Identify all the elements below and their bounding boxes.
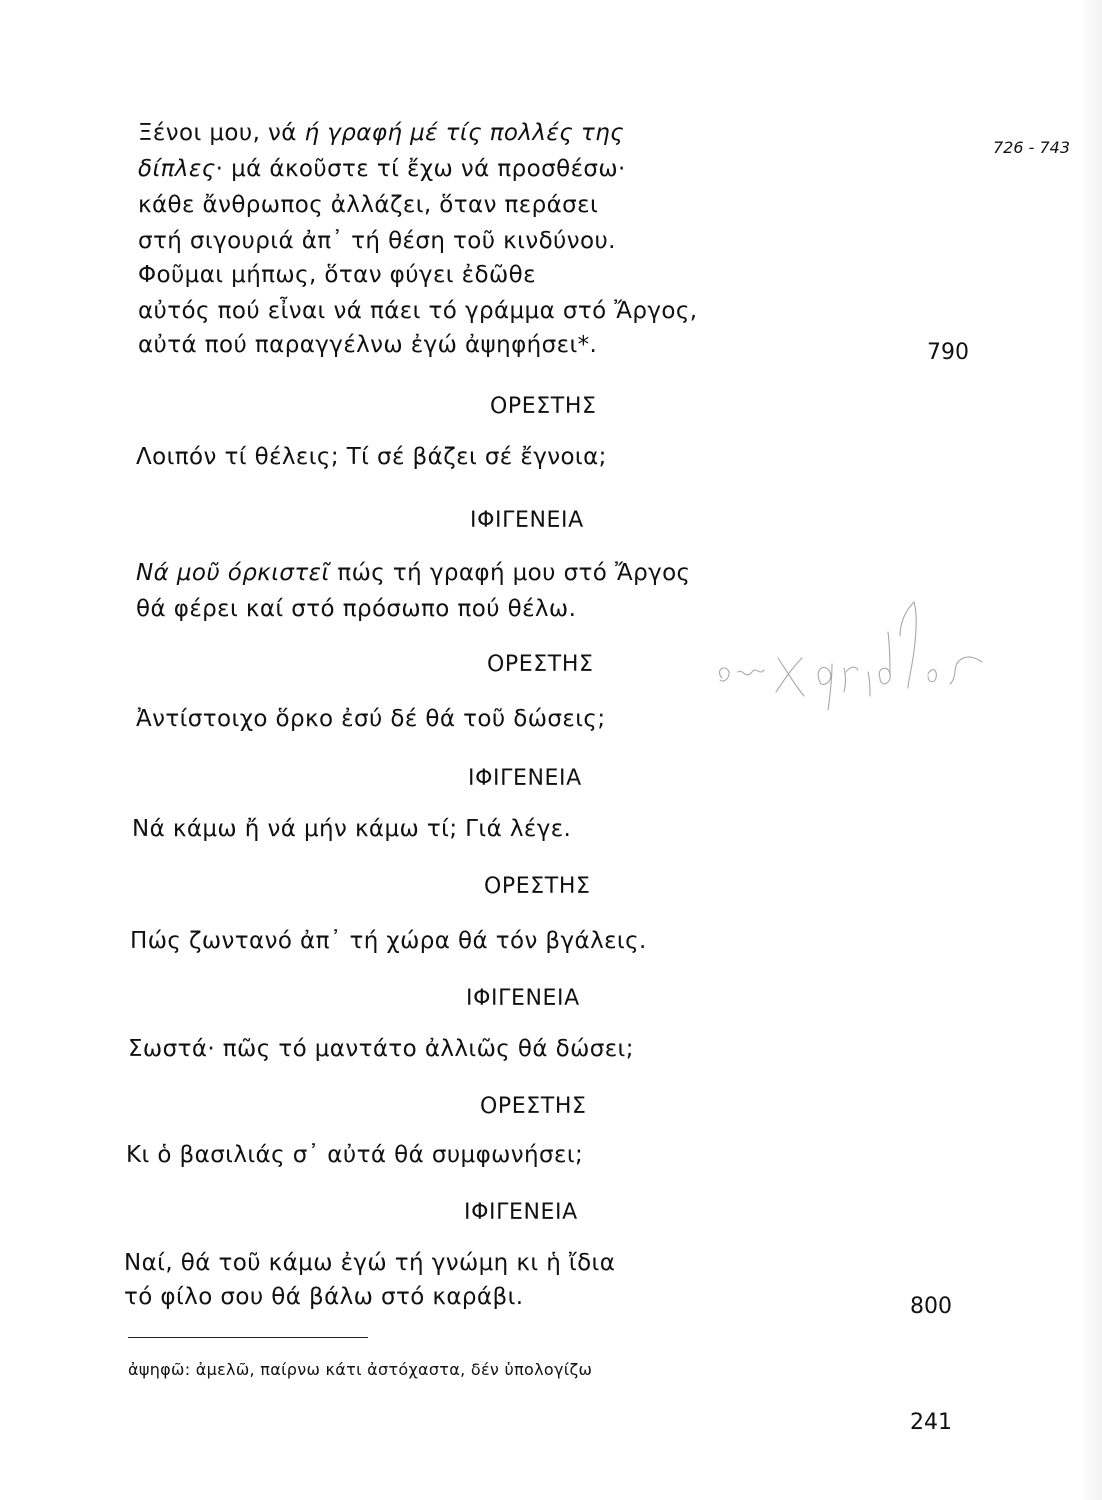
line-number-800: 800 <box>910 1294 952 1319</box>
page-edge-shadow <box>1080 0 1102 1500</box>
footnote-divider <box>128 1337 368 1338</box>
verse-line-4: στή σιγουριά ἀπ᾿ τή θέση τοῦ κινδύνου. <box>138 228 616 254</box>
verse-line-2 <box>138 156 626 182</box>
verse-line-17: τό φίλο σου θά βάλω στό καράβι. <box>124 1284 524 1310</box>
speaker-heading: ΟΡΕΣΤΗΣ <box>480 1094 587 1119</box>
speaker-heading: ΟΡΕΣΤΗΣ <box>487 652 594 677</box>
verse-line-9-roman: πώς τή γραφή μου στό Ἄργος <box>329 560 691 586</box>
verse-line-8: Λοιπόν τί θέλεις; Τί σέ βάζει σέ ἔγνοια; <box>136 444 607 470</box>
speaker-heading: ΟΡΕΣΤΗΣ <box>490 394 597 419</box>
speaker-heading: ΙΦΙΓΕΝΕΙΑ <box>464 1200 578 1225</box>
page-number: 241 <box>910 1410 952 1435</box>
verse-line-13: Πώς ζωντανό ἀπ᾿ τή χώρα θά τόν βγάλεις. <box>130 928 647 954</box>
verse-line-12: Νά κάμω ἤ νά μήν κάμω τί; Γιά λέγε. <box>132 816 572 842</box>
verse-line-2-roman: · μά άκοῦστε τί ἔχω νά προσθέσω· <box>215 156 626 182</box>
line-range-label: 726 - 743 <box>993 138 1071 157</box>
verse-line-15: Κι ὁ βασιλιάς σ᾿ αὐτά θά συμφωνήσει; <box>126 1142 584 1168</box>
verse-line-2-italic: δίπλες <box>138 156 216 182</box>
footnote-text: ἀψηφῶ: ἀμελῶ, παίρνω κάτι ἀστόχαστα, δέν ὑπολογίζω <box>128 1360 593 1379</box>
speaker-heading: ΙΦΙΓΕΝΕΙΑ <box>466 986 580 1011</box>
speaker-heading: ΙΦΙΓΕΝΕΙΑ <box>470 508 584 533</box>
verse-line-11: Ἀντίστοιχο ὅρκο ἐσύ δέ θά τοῦ δώσεις; <box>136 706 606 732</box>
verse-line-16: Ναί, θά τοῦ κάμω ἐγώ τή γνώμη κι ἡ ἴδια <box>124 1250 616 1276</box>
verse-line-14: Σωστά· πῶς τό μαντάτο ἀλλιῶς θά δώσει; <box>128 1036 634 1062</box>
handwritten-annotation <box>712 592 992 712</box>
verse-line-3: κάθε ἄνθρωπος ἀλλάζει, ὅταν περάσει <box>138 192 599 218</box>
verse-line-7: αὐτά πού παραγγέλνω ἐγώ ἀψηφήσει*. <box>138 332 598 358</box>
verse-line-6: αὐτός πού εἶναι νά πάει τό γράμμα στό Ἄργος, <box>138 298 698 324</box>
line-number-790: 790 <box>927 340 969 365</box>
verse-line-1-roman: Ξένοι μου, νά <box>138 120 305 146</box>
verse-line-1 <box>138 120 624 146</box>
verse-line-1-italic: ή γραφή μέ τίς πολλές της <box>304 120 624 146</box>
verse-line-10: θά φέρει καί στό πρόσωπο πού θέλω. <box>136 596 577 622</box>
speaker-heading: ΟΡΕΣΤΗΣ <box>484 874 591 899</box>
verse-line-5: Φοῦμαι μήπως, ὅταν φύγει ἐδῶθε <box>138 262 536 288</box>
verse-line-9 <box>136 560 690 586</box>
verse-line-9-italic: Νά μοῦ όρκιστεῖ <box>136 560 330 586</box>
speaker-heading: ΙΦΙΓΕΝΕΙΑ <box>468 766 582 791</box>
